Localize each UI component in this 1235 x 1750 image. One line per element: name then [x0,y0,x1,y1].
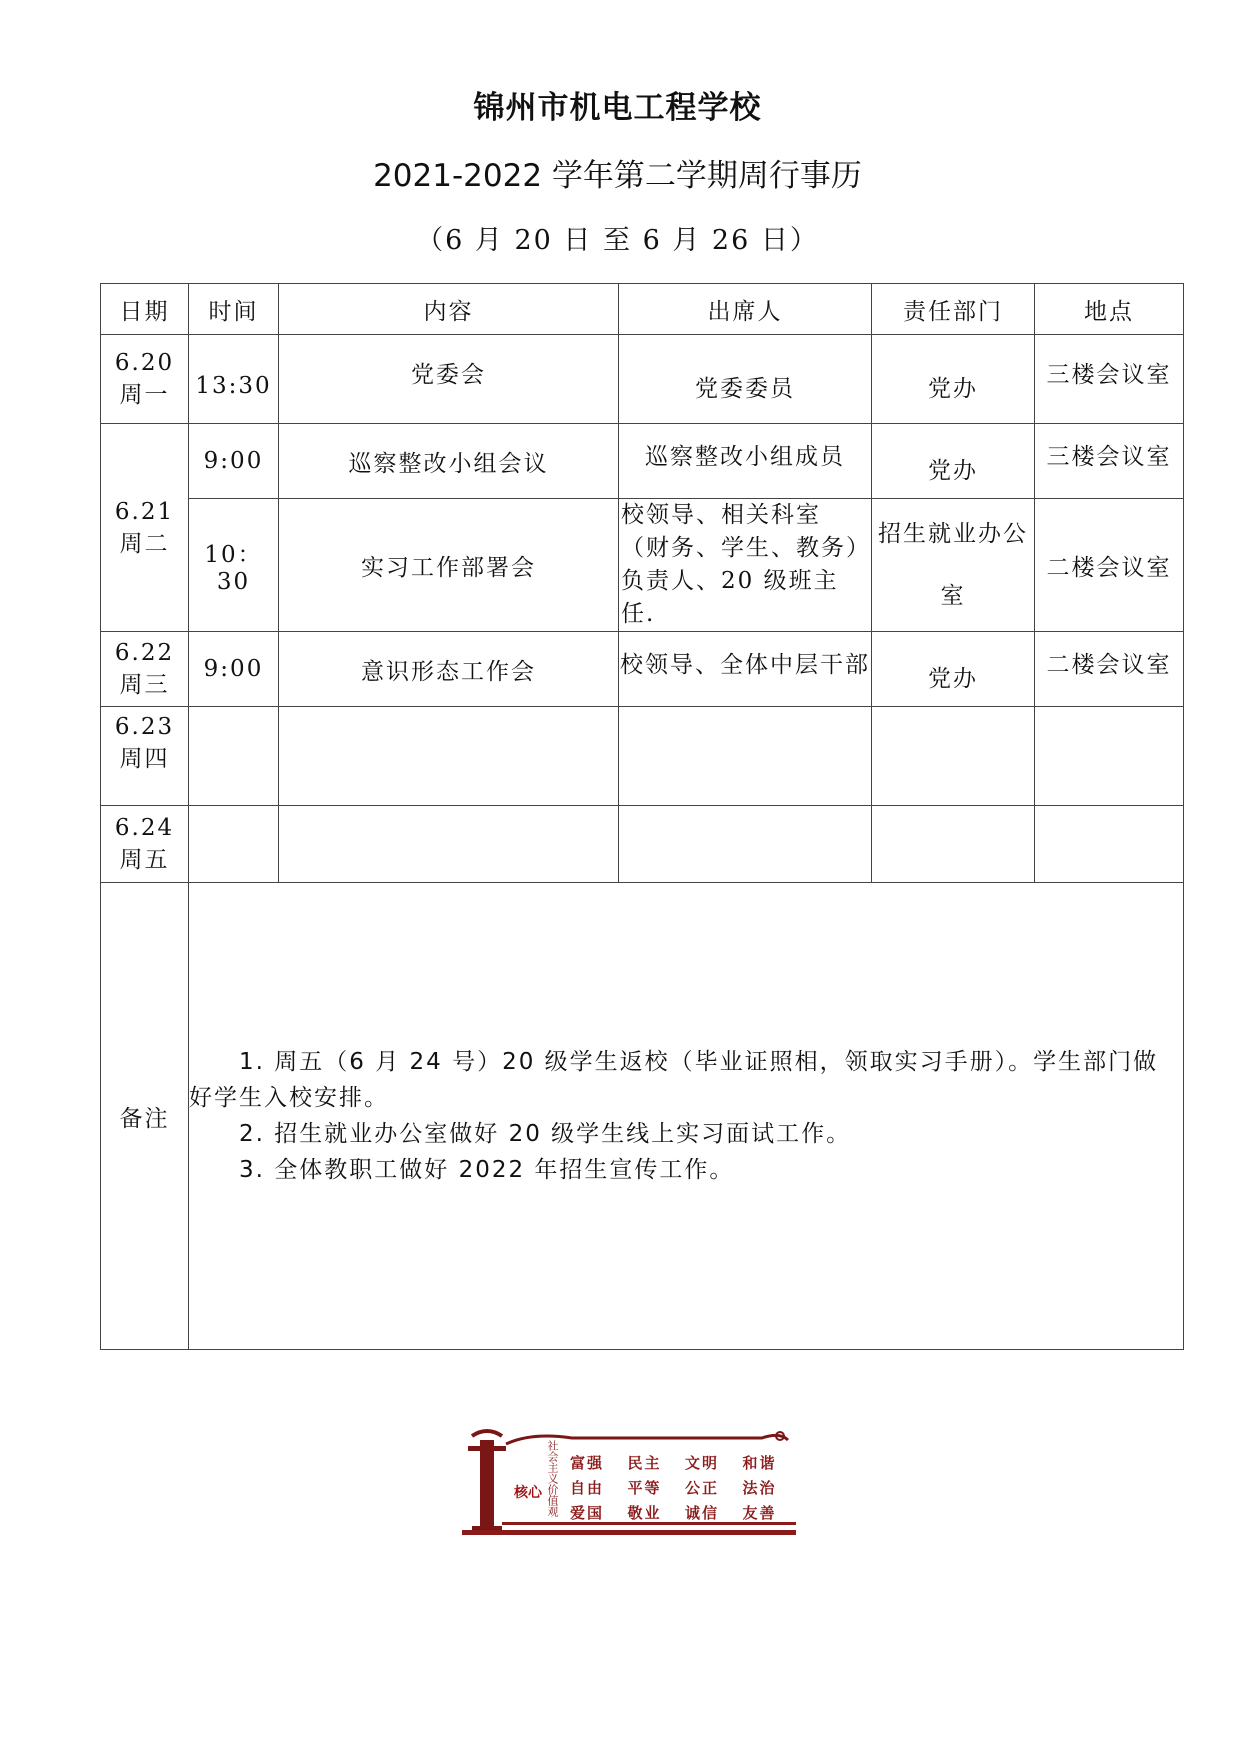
location-cell: 二楼会议室 [1035,499,1184,632]
core-value: 民主 [627,1454,662,1472]
day-cell [101,707,189,806]
core-value: 爱国 [570,1504,605,1522]
dept-cell [872,806,1035,883]
table-row [101,707,1184,806]
core-value: 自由 [570,1479,605,1497]
time-cell [189,707,279,806]
note-item: 2. 招生就业办公室做好 20 级学生线上实习面试工作。 [239,1121,852,1147]
core-value: 公正 [685,1479,720,1497]
banner-side-text: 社会主义价值观 [546,1440,559,1517]
attendees-cell: 巡察整改小组成员 [619,424,872,499]
attendees-cell: 校领导、相关科室（财务、学生、教务）负责人、20 级班主任. [619,499,872,632]
weekly-schedule-table [100,283,1184,1350]
content-cell: 意识形态工作会 [279,632,619,707]
notes-label: 备注 [101,883,189,1350]
table-row [101,499,1184,632]
notes-cell [189,883,1184,1350]
dept-cell [872,707,1035,806]
core-value: 文明 [685,1454,720,1472]
dept-cell [872,499,1035,632]
day-cell [101,424,189,632]
header-time: 时间 [189,284,279,335]
day-date: 6.22 [114,640,175,666]
table-row [101,632,1184,707]
day-date: 6.21 [114,498,175,525]
header-content: 内容 [279,284,619,335]
time-cell: 10：30 [189,499,279,632]
dept-cell: 党办 [872,424,1035,499]
schedule-subtitle: 2021-2022 学年第二学期周行事历 [373,158,862,194]
day-weekday: 周二 [119,530,170,557]
core-value: 和谐 [742,1454,777,1472]
header-location: 地点 [1035,284,1184,335]
core-value: 法治 [742,1479,777,1497]
content-cell: 实习工作部署会 [279,499,619,632]
time-cell: 13:30 [189,335,279,424]
header-dept: 责任部门 [872,284,1035,335]
note-item: 3. 全体教职工做好 2022 年招生宣传工作。 [239,1157,735,1183]
banner-core-text: 核心 [514,1485,542,1501]
notes-row [101,883,1184,1350]
content-cell [279,806,619,883]
core-value: 敬业 [627,1504,662,1522]
day-weekday: 周五 [119,847,170,873]
day-date: 6.20 [114,350,175,376]
core-value: 诚信 [685,1504,720,1522]
dept-cell: 党办 [872,335,1035,424]
time-cell: 9:00 [189,632,279,707]
day-weekday: 周四 [119,746,170,772]
core-values-grid [570,1452,800,1523]
day-weekday: 周一 [119,382,170,408]
time-cell [189,806,279,883]
day-date: 6.23 [114,714,175,740]
location-cell [1035,806,1184,883]
dept-line: 室 [940,583,966,609]
location-cell [1035,707,1184,806]
core-values-banner [462,1426,796,1536]
header-date: 日期 [101,284,189,335]
dept-cell: 党办 [872,632,1035,707]
core-value: 平等 [627,1479,662,1497]
core-value: 友善 [742,1504,777,1522]
table-row [101,335,1184,424]
attendees-cell [619,707,872,806]
table-row [101,806,1184,883]
day-cell [101,806,189,883]
note-item: 1. 周五（6 月 24 号）20 级学生返校（毕业证照相，领取实习手册）。学生部门做好学生入校安排。 [189,1049,1159,1111]
location-cell: 三楼会议室 [1035,335,1184,424]
attendees-cell: 校领导、全体中层干部 [619,632,872,707]
location-cell: 三楼会议室 [1035,424,1184,499]
date-range: （6 月 20 日 至 6 月 26 日） [416,225,819,256]
core-value: 富强 [570,1454,605,1472]
dept-line: 招生就业办公 [878,521,1028,547]
time-cell: 9:00 [189,424,279,499]
content-cell: 巡察整改小组会议 [279,424,619,499]
table-row [101,424,1184,499]
day-weekday: 周三 [119,672,170,698]
content-cell: 党委会 [279,335,619,424]
location-cell: 二楼会议室 [1035,632,1184,707]
content-cell [279,707,619,806]
day-cell [101,632,189,707]
day-date: 6.24 [114,815,175,841]
attendees-cell [619,806,872,883]
table-header-row [101,284,1184,335]
attendees-cell: 党委委员 [619,335,872,424]
school-title: 锦州市机电工程学校 [473,90,762,126]
day-cell [101,335,189,424]
header-attendees: 出席人 [619,284,872,335]
